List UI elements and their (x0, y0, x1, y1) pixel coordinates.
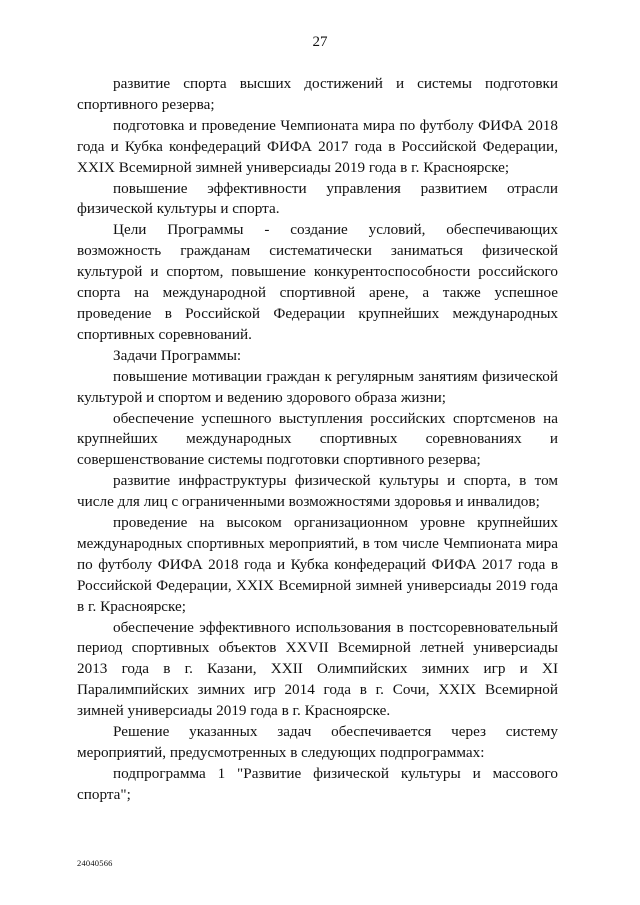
paragraph: обеспечение эффективного использования в постсоревновательный период спортивных объектов XXVII Всемирной летней универсиады 2013 года в г. Казани, XXII Олимпийских зимних игр и XI Паралимпийских зимних игр 2014 года в г. Сочи, XXIX Всемирной зимней универсиады 2019 года в г. Красноярске. (77, 618, 558, 720)
document-code: 24040566 (77, 858, 113, 868)
document-body (77, 74, 558, 806)
page-number: 27 (312, 34, 328, 50)
paragraph: Решение указанных задач обеспечивается через систему мероприятий, предусмотренных в следующих подпрограммах: (77, 723, 558, 761)
paragraph: Задачи Программы: (113, 346, 242, 364)
paragraph: Цели Программы - создание условий, обеспечивающих возможность гражданам систематически заниматься физической культурой и спортом, повышение конкурентоспособности российского спорта на международной спортивной арене, а также успешное проведение в Российской Федерации крупнейших международных спортивных соревнований. (77, 221, 558, 343)
paragraph: повышение эффективности управления развитием отрасли физической культуры и спорта. (77, 179, 558, 218)
paragraph: развитие спорта высших достижений и системы подготовки спортивного резерва; (77, 75, 558, 113)
paragraph: подпрограмма 1 "Развитие физической культуры и массового спорта"; (77, 764, 558, 803)
paragraph: развитие инфраструктуры физической культуры и спорта, в том числе для лиц с ограниченными возможностями здоровья и инвалидов; (77, 472, 558, 511)
paragraph: проведение на высоком организационном уровне крупнейших международных спортивных мероприятий, в том числе Чемпионата мира по футболу ФИФА 2018 года и Кубка конфедераций ФИФА 2017 года в Российской Федерации, XXIX Всемирной зимней универсиады 2019 года в г. Красноярске; (77, 514, 558, 615)
paragraph: подготовка и проведение Чемпионата мира по футболу ФИФА 2018 года и Кубка конфедераций ФИФА 2017 года в Российской Федерации, XXIX Всемирной зимней универсиады 2019 года в г. Красноярске; (77, 116, 558, 176)
paragraph: повышение мотивации граждан к регулярным занятиям физической культурой и спортом и ведению здорового образа жизни; (77, 367, 558, 406)
paragraph: обеспечение успешного выступления российских спортсменов на крупнейших международных спортивных соревнованиях и совершенствование системы подготовки спортивного резерва; (77, 409, 558, 469)
